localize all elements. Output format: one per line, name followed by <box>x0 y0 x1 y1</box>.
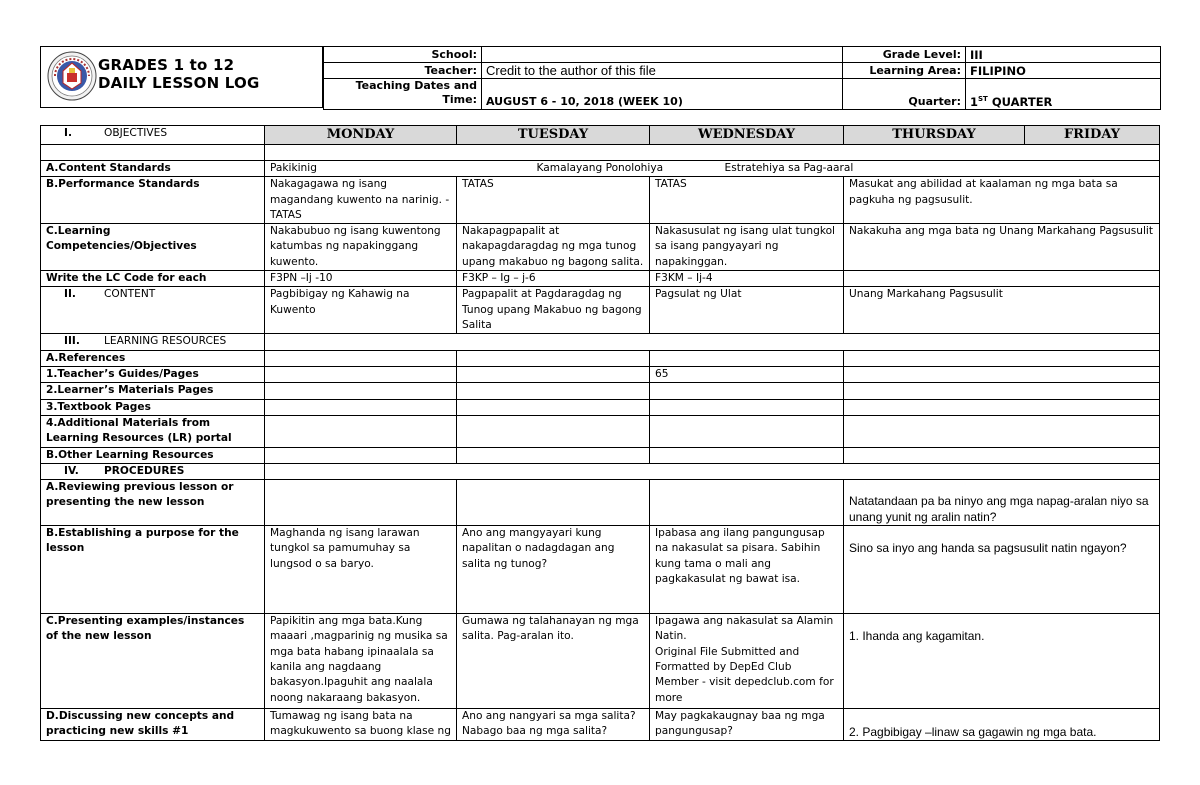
competencies-label: C.Learning Competencies/Objectives <box>41 224 265 271</box>
reviewing-thu[interactable]: Natatandaan pa ba ninyo ang mga napag-aralan niyo sa unang yunit ng aralin natin? <box>844 480 1160 526</box>
lc-code-label: Write the LC Code for each <box>41 271 265 287</box>
additional-materials-mon[interactable] <box>265 415 457 447</box>
discussing-mon[interactable]: Tumawag ng isang bata na magkukuwento sa buong klase ng <box>265 709 457 741</box>
content-thu[interactable]: Unang Markahang Pagsusulit <box>844 287 1160 334</box>
objectives-label: OBJECTIVES <box>104 127 168 139</box>
presenting-wed[interactable]: Ipagawa ang nakasulat sa Alamin Natin. Original File Submitted and Formatted by DepEd Club Member - visit depedclub.com for more <box>650 614 844 709</box>
header-logo-cell <box>40 46 323 108</box>
content-standards-label: A.Content Standards <box>41 161 265 177</box>
objectives-blank <box>41 145 265 161</box>
content-mon[interactable]: Pagbibigay ng Kahawig na Kuwento <box>265 287 457 334</box>
other-resources-wed[interactable] <box>650 447 844 463</box>
references-label: A.References <box>41 350 265 366</box>
references-mon[interactable] <box>265 350 457 366</box>
performance-standards-label: B.Performance Standards <box>41 177 265 224</box>
quarter-label: Quarter: <box>843 79 966 110</box>
objectives-blank-span <box>265 145 1160 161</box>
school-label: School: <box>324 47 482 63</box>
teachers-guide-label: 1.Teacher’s Guides/Pages <box>41 367 265 383</box>
reviewing-wed[interactable] <box>650 480 844 526</box>
presenting-label: C.Presenting examples/instances of the new lesson <box>41 614 265 709</box>
title-grades: GRADES 1 to 12 <box>98 56 235 74</box>
competencies-tue[interactable]: Nakapagpapalit at nakapagdaragdag ng mga tunog upang makabuo ng bagong salita. <box>457 224 650 271</box>
content-tue[interactable]: Pagpapalit at Pagdaragdag ng Tunog upang Makabuo ng bagong Salita <box>457 287 650 334</box>
competencies-thu[interactable]: Nakakuha ang mga bata ng Unang Markahang Pagsusulit <box>844 224 1160 271</box>
content-num: II. <box>64 288 76 301</box>
school-value[interactable] <box>482 47 843 63</box>
quarter-suffix: ST <box>978 95 988 104</box>
resources-heading <box>41 334 265 350</box>
reviewing-mon[interactable] <box>265 480 457 526</box>
purpose-wed[interactable]: Ipabasa ang ilang pangungusap na nakasulat sa pisara. Sabihin kung tama o mali ang pagkakasulat ng bawat isa. <box>650 526 844 614</box>
objectives-num: I. <box>64 127 72 139</box>
learning-area-value[interactable]: FILIPINO <box>966 63 1161 79</box>
teaching-dates-label <box>324 79 482 110</box>
additional-materials-tue[interactable] <box>457 415 650 447</box>
teaching-dates-label-line2: Time: <box>442 93 477 106</box>
content-standard-3: Estratehiya sa Pag-aaral <box>724 162 854 174</box>
performance-standards-thu[interactable]: Masukat ang abilidad at kaalaman ng mga bata sa pagkuha ng pagsusulit. <box>844 177 1160 224</box>
content-standard-2: Kamalayang Ponolohiya <box>536 162 664 174</box>
day-header-monday: MONDAY <box>265 126 457 145</box>
learning-area-label: Learning Area: <box>843 63 966 79</box>
quarter-value[interactable] <box>966 79 1161 110</box>
textbook-tue[interactable] <box>457 399 650 415</box>
grade-level-value[interactable]: III <box>966 47 1161 63</box>
content-heading <box>41 287 265 334</box>
lc-code-tue[interactable]: F3KP – Ig – j-6 <box>457 271 650 287</box>
day-header-friday: FRIDAY <box>1025 126 1160 145</box>
textbook-label: 3.Textbook Pages <box>41 399 265 415</box>
references-thu[interactable] <box>844 350 1160 366</box>
quarter-number: 1 <box>970 95 979 109</box>
lc-code-thu[interactable] <box>844 271 1160 287</box>
procedures-blank-span <box>265 463 1160 479</box>
header-info-table <box>323 46 1161 110</box>
additional-materials-label: 4.Additional Materials from Learning Resources (LR) portal <box>41 415 265 447</box>
learners-materials-thu[interactable] <box>844 383 1160 399</box>
presenting-tue[interactable]: Gumawa ng talahanayan ng mga salita. Pag-aralan ito. <box>457 614 650 709</box>
discussing-thu[interactable]: 2. Pagbibigay –linaw sa gagawin ng mga bata. <box>844 709 1160 741</box>
other-resources-mon[interactable] <box>265 447 457 463</box>
content-standard-1: Pakikinig <box>270 162 317 174</box>
textbook-thu[interactable] <box>844 399 1160 415</box>
references-wed[interactable] <box>650 350 844 366</box>
learners-materials-wed[interactable] <box>650 383 844 399</box>
purpose-label: B.Establishing a purpose for the lesson <box>41 526 265 614</box>
additional-materials-thu[interactable] <box>844 415 1160 447</box>
teachers-guide-thu[interactable] <box>844 367 1160 383</box>
references-tue[interactable] <box>457 350 650 366</box>
resources-blank-span <box>265 334 1160 350</box>
performance-standards-tue[interactable]: TATAS <box>457 177 650 224</box>
day-header-tuesday: TUESDAY <box>457 126 650 145</box>
learners-materials-label: 2.Learner’s Materials Pages <box>41 383 265 399</box>
additional-materials-wed[interactable] <box>650 415 844 447</box>
deped-seal-icon <box>47 51 97 101</box>
textbook-mon[interactable] <box>265 399 457 415</box>
procedures-heading <box>41 463 265 479</box>
teachers-guide-wed[interactable]: 65 <box>650 367 844 383</box>
reviewing-label: A.Reviewing previous lesson or presenting the new lesson <box>41 480 265 526</box>
teacher-label: Teacher: <box>324 63 482 79</box>
resources-label: LEARNING RESOURCES <box>104 335 227 348</box>
textbook-wed[interactable] <box>650 399 844 415</box>
teachers-guide-tue[interactable] <box>457 367 650 383</box>
content-standards-value[interactable] <box>265 161 1160 177</box>
performance-standards-wed[interactable]: TATAS <box>650 177 844 224</box>
content-label: CONTENT <box>104 288 156 301</box>
lc-code-mon[interactable]: F3PN –Ij -10 <box>265 271 457 287</box>
presenting-mon[interactable]: Papikitin ang mga bata.Kung maaari ,magparinig ng musika sa mga bata habang ipinaalala sa kanila ang nagdaang bakasyon.Ipaguhit ang naalala noong nakaraang bakasyon. <box>265 614 457 709</box>
discussing-label: D.Discussing new concepts and practicing new skills #1 <box>41 709 265 741</box>
presenting-thu[interactable]: 1. Ihanda ang kagamitan. <box>844 614 1160 709</box>
reviewing-tue[interactable] <box>457 480 650 526</box>
purpose-tue[interactable]: Ano ang mangyayari kung napalitan o nadagdagan ang salita ng tunog? <box>457 526 650 614</box>
teachers-guide-mon[interactable] <box>265 367 457 383</box>
purpose-mon[interactable]: Maghanda ng isang larawan tungkol sa pamumuhay sa lungsod o sa baryo. <box>265 526 457 614</box>
teacher-value[interactable]: Credit to the author of this file <box>482 63 843 79</box>
resources-num: III. <box>64 335 80 348</box>
learners-materials-tue[interactable] <box>457 383 650 399</box>
other-resources-thu[interactable] <box>844 447 1160 463</box>
procedures-label: PROCEDURES <box>104 464 185 477</box>
day-header-thursday: THURSDAY <box>844 126 1025 145</box>
purpose-thu[interactable]: Sino sa inyo ang handa sa pagsusulit natin ngayon? <box>844 526 1160 614</box>
content-wed[interactable]: Pagsulat ng Ulat <box>650 287 844 334</box>
grade-level-label: Grade Level: <box>843 47 966 63</box>
lc-code-wed[interactable]: F3KM – Ij-4 <box>650 271 844 287</box>
performance-standards-mon[interactable]: Nakagagawa ng isang magandang kuwento na narinig. - TATAS <box>265 177 457 224</box>
other-resources-tue[interactable] <box>457 447 650 463</box>
discussing-wed[interactable]: May pagkakaugnay baa ng mga pangungusap? <box>650 709 844 741</box>
discussing-tue[interactable]: Ano ang nangyari sa mga salita? Nabago baa ng mga salita? <box>457 709 650 741</box>
competencies-mon[interactable]: Nakabubuo ng isang kuwentong katumbas ng napakinggang kuwento. <box>265 224 457 271</box>
teaching-dates-value[interactable]: AUGUST 6 - 10, 2018 (WEEK 10) <box>482 79 843 110</box>
competencies-wed[interactable]: Nakasusulat ng isang ulat tungkol sa isang pangyayari ng napakinggan. <box>650 224 844 271</box>
other-resources-label: B.Other Learning Resources <box>41 447 265 463</box>
procedures-num: IV. <box>64 464 79 477</box>
teaching-dates-label-line1: Teaching Dates and <box>355 79 477 92</box>
day-header-wednesday: WEDNESDAY <box>650 126 844 145</box>
quarter-word: QUARTER <box>987 95 1053 109</box>
lesson-log-table <box>40 125 1160 741</box>
learners-materials-mon[interactable] <box>265 383 457 399</box>
objectives-heading <box>41 126 265 145</box>
title-daily-lesson-log: DAILY LESSON LOG <box>98 74 260 92</box>
